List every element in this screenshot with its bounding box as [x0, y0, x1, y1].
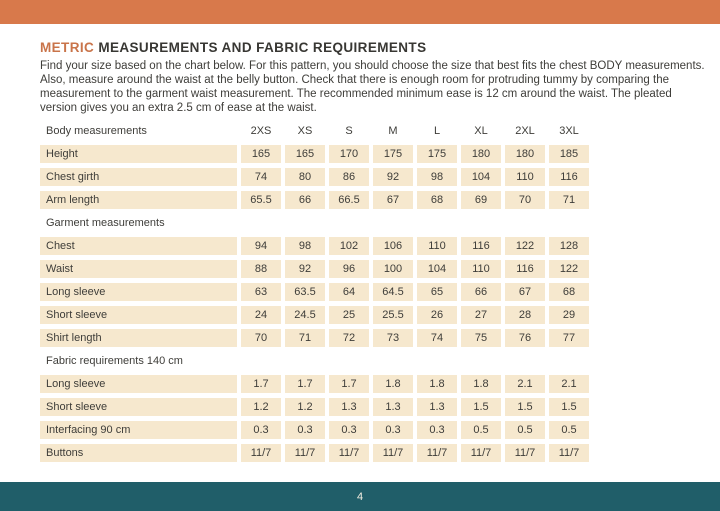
page-number: 4	[356, 490, 364, 503]
size-column-header: 2XL	[515, 125, 535, 137]
value-cell: 11/7	[505, 444, 545, 462]
size-column-header: XL	[474, 125, 488, 137]
row-label: Buttons	[40, 444, 237, 462]
page-title-accent: METRIC	[40, 40, 95, 55]
value-cell: 24	[241, 306, 281, 324]
value-cell: 68	[417, 191, 457, 209]
table-row	[40, 375, 706, 393]
table-row	[40, 421, 706, 439]
value-cell: 27	[461, 306, 501, 324]
value-cell: 128	[549, 237, 589, 255]
value-cell: 88	[241, 260, 281, 278]
value-cell: 67	[505, 283, 545, 301]
value-cell: 25	[329, 306, 369, 324]
value-cell: 175	[373, 145, 413, 163]
value-cell: 74	[417, 329, 457, 347]
value-cell: 102	[329, 237, 369, 255]
value-cell: 104	[417, 260, 457, 278]
row-label: Short sleeve	[40, 306, 237, 324]
value-cell: 116	[505, 260, 545, 278]
page-title	[40, 40, 706, 55]
value-cell: 74	[241, 168, 281, 186]
row-label: Arm length	[40, 191, 237, 209]
value-cell: 1.5	[505, 398, 545, 416]
value-cell: 65	[417, 283, 457, 301]
value-cell: 1.8	[461, 375, 501, 393]
value-cell: 0.3	[285, 421, 325, 439]
section-header-label: Body measurements	[46, 125, 147, 137]
value-cell: 94	[241, 237, 281, 255]
value-cell: 1.5	[549, 398, 589, 416]
value-cell: 11/7	[461, 444, 501, 462]
value-cell: 26	[417, 306, 457, 324]
size-column-header: M	[388, 125, 398, 137]
row-label: Short sleeve	[40, 398, 237, 416]
table-row	[40, 191, 706, 209]
value-cell: 63	[241, 283, 281, 301]
value-cell: 92	[285, 260, 325, 278]
value-cell: 1.3	[417, 398, 457, 416]
value-cell: 180	[505, 145, 545, 163]
value-cell: 180	[461, 145, 501, 163]
page-content	[0, 24, 720, 462]
value-cell: 70	[241, 329, 281, 347]
value-cell: 165	[285, 145, 325, 163]
row-label: Shirt length	[40, 329, 237, 347]
value-cell: 98	[285, 237, 325, 255]
value-cell: 67	[373, 191, 413, 209]
value-cell: 110	[417, 237, 457, 255]
section-header-row	[40, 122, 706, 140]
value-cell: 24.5	[285, 306, 325, 324]
row-label: Long sleeve	[40, 283, 237, 301]
value-cell: 1.3	[373, 398, 413, 416]
section-header-label: Garment measurements	[46, 217, 165, 229]
value-cell: 70	[505, 191, 545, 209]
value-cell: 0.3	[329, 421, 369, 439]
value-cell: 65.5	[241, 191, 281, 209]
value-cell: 100	[373, 260, 413, 278]
value-cell: 68	[549, 283, 589, 301]
value-cell: 1.3	[329, 398, 369, 416]
value-cell: 1.2	[285, 398, 325, 416]
size-column-header: L	[433, 125, 441, 137]
table-row	[40, 145, 706, 163]
size-column-header: XS	[297, 125, 313, 137]
value-cell: 170	[329, 145, 369, 163]
value-cell: 69	[461, 191, 501, 209]
row-label: Chest	[40, 237, 237, 255]
value-cell: 63.5	[285, 283, 325, 301]
table-row	[40, 283, 706, 301]
table-row	[40, 306, 706, 324]
measurements-table	[40, 122, 706, 462]
row-label: Chest girth	[40, 168, 237, 186]
value-cell: 0.5	[461, 421, 501, 439]
value-cell: 73	[373, 329, 413, 347]
value-cell: 28	[505, 306, 545, 324]
value-cell: 11/7	[241, 444, 281, 462]
value-cell: 1.7	[329, 375, 369, 393]
table-row	[40, 168, 706, 186]
value-cell: 11/7	[285, 444, 325, 462]
value-cell: 11/7	[329, 444, 369, 462]
value-cell: 11/7	[373, 444, 413, 462]
value-cell: 0.3	[373, 421, 413, 439]
value-cell: 1.8	[373, 375, 413, 393]
section-header-row	[40, 214, 706, 232]
value-cell: 0.5	[549, 421, 589, 439]
value-cell: 11/7	[417, 444, 457, 462]
value-cell: 98	[417, 168, 457, 186]
size-column-header: 2XS	[250, 125, 272, 137]
value-cell: 66	[461, 283, 501, 301]
value-cell: 1.7	[285, 375, 325, 393]
page-title-rest: MEASUREMENTS AND FABRIC REQUIREMENTS	[98, 40, 427, 55]
row-label: Height	[40, 145, 237, 163]
value-cell: 86	[329, 168, 369, 186]
value-cell: 71	[285, 329, 325, 347]
value-cell: 106	[373, 237, 413, 255]
row-label: Waist	[40, 260, 237, 278]
table-row	[40, 237, 706, 255]
value-cell: 0.3	[417, 421, 457, 439]
table-row	[40, 260, 706, 278]
value-cell: 64.5	[373, 283, 413, 301]
value-cell: 25.5	[373, 306, 413, 324]
value-cell: 80	[285, 168, 325, 186]
value-cell: 0.5	[505, 421, 545, 439]
value-cell: 2.1	[549, 375, 589, 393]
value-cell: 116	[549, 168, 589, 186]
value-cell: 2.1	[505, 375, 545, 393]
top-accent-bar	[0, 0, 720, 24]
value-cell: 185	[549, 145, 589, 163]
value-cell: 75	[461, 329, 501, 347]
table-row	[40, 444, 706, 462]
value-cell: 66.5	[329, 191, 369, 209]
value-cell: 66	[285, 191, 325, 209]
footer-bar	[0, 482, 720, 511]
value-cell: 92	[373, 168, 413, 186]
value-cell: 1.7	[241, 375, 281, 393]
value-cell: 104	[461, 168, 501, 186]
table-row	[40, 398, 706, 416]
value-cell: 72	[329, 329, 369, 347]
value-cell: 122	[549, 260, 589, 278]
value-cell: 11/7	[549, 444, 589, 462]
value-cell: 29	[549, 306, 589, 324]
value-cell: 110	[461, 260, 501, 278]
value-cell: 0.3	[241, 421, 281, 439]
value-cell: 175	[417, 145, 457, 163]
value-cell: 1.8	[417, 375, 457, 393]
value-cell: 1.5	[461, 398, 501, 416]
table-row	[40, 329, 706, 347]
size-column-header: S	[345, 125, 353, 137]
section-header-row	[40, 352, 706, 370]
value-cell: 64	[329, 283, 369, 301]
size-column-header: 3XL	[559, 125, 579, 137]
intro-paragraph: Find your size based on the chart below. For this pattern, you should choose the size that best fits the chest BODY measurements. Also, measure around the waist at the belly button. Check that there is enough room for protruding tummy by comparing the measurement to the garment waist measurement. The recommended minimum ease is 12 cm around the waist. The pleated version gives you an extra 2.5 cm of ease at the waist.	[40, 60, 705, 114]
value-cell: 110	[505, 168, 545, 186]
value-cell: 1.2	[241, 398, 281, 416]
value-cell: 76	[505, 329, 545, 347]
value-cell: 116	[461, 237, 501, 255]
value-cell: 71	[549, 191, 589, 209]
value-cell: 122	[505, 237, 545, 255]
row-label: Long sleeve	[40, 375, 237, 393]
value-cell: 77	[549, 329, 589, 347]
row-label: Interfacing 90 cm	[40, 421, 237, 439]
section-header-label: Fabric requirements 140 cm	[46, 355, 183, 367]
value-cell: 165	[241, 145, 281, 163]
value-cell: 96	[329, 260, 369, 278]
